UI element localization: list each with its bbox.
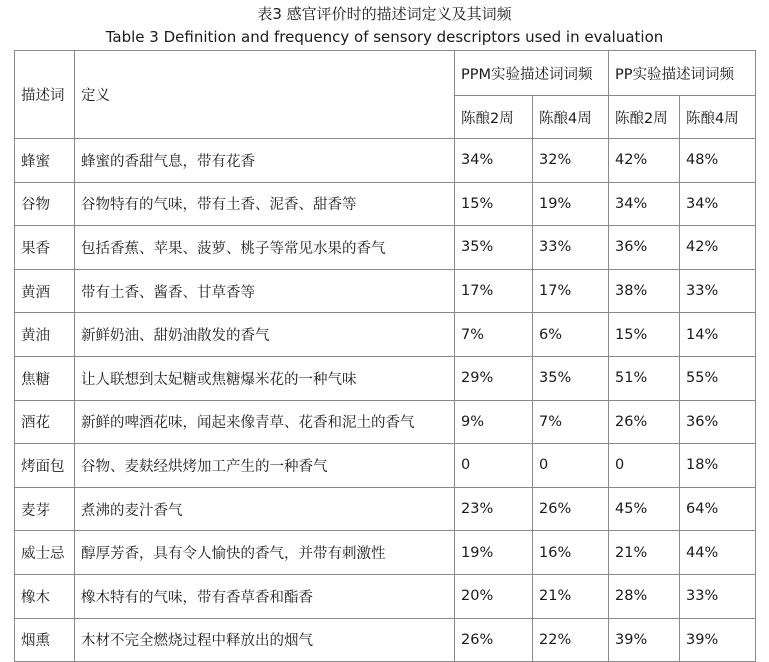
pp-4-weeks-value: 33% [680, 269, 756, 313]
table-row [15, 182, 756, 226]
table-row [15, 531, 756, 575]
pp-4-weeks-value: 33% [680, 574, 756, 618]
sensory-descriptor-table [14, 50, 756, 662]
table-row [15, 269, 756, 313]
table-row [15, 618, 756, 662]
ppm-4-weeks-value: 7% [533, 400, 609, 444]
definition-cell: 煮沸的麦汁香气 [75, 487, 455, 531]
table-row [15, 574, 756, 618]
descriptor-cell: 烤面包 [15, 444, 75, 488]
header-pp-2-weeks: 陈酿2周 [609, 96, 680, 139]
pp-2-weeks-value: 34% [609, 182, 680, 226]
definition-cell: 新鲜奶油、甜奶油散发的香气 [75, 313, 455, 357]
definition-cell: 橡木特有的气味，带有香草香和酯香 [75, 574, 455, 618]
ppm-2-weeks-value: 26% [455, 618, 533, 662]
pp-2-weeks-value: 15% [609, 313, 680, 357]
ppm-2-weeks-value: 19% [455, 531, 533, 575]
descriptor-cell: 酒花 [15, 400, 75, 444]
definition-cell: 谷物、麦麸经烘烤加工产生的一种香气 [75, 444, 455, 488]
ppm-4-weeks-value: 21% [533, 574, 609, 618]
table-row [15, 226, 756, 270]
table-row [15, 139, 756, 183]
ppm-4-weeks-value: 0 [533, 444, 609, 488]
descriptor-cell: 果香 [15, 226, 75, 270]
ppm-2-weeks-value: 17% [455, 269, 533, 313]
pp-2-weeks-value: 21% [609, 531, 680, 575]
definition-cell: 木材不完全燃烧过程中释放出的烟气 [75, 618, 455, 662]
header-ppm-4-weeks: 陈酿4周 [533, 96, 609, 139]
ppm-2-weeks-value: 7% [455, 313, 533, 357]
table-caption-cn: 表3 感官评价时的描述词定义及其词频 [257, 5, 512, 23]
ppm-4-weeks-value: 35% [533, 356, 609, 400]
pp-2-weeks-value: 38% [609, 269, 680, 313]
header-row-1 [15, 51, 756, 96]
pp-4-weeks-value: 36% [680, 400, 756, 444]
ppm-4-weeks-value: 33% [533, 226, 609, 270]
ppm-4-weeks-value: 22% [533, 618, 609, 662]
ppm-4-weeks-value: 32% [533, 139, 609, 183]
ppm-2-weeks-value: 20% [455, 574, 533, 618]
descriptor-cell: 黄油 [15, 313, 75, 357]
descriptor-cell: 焦糖 [15, 356, 75, 400]
definition-cell: 醇厚芳香，具有令人愉快的香气，并带有刺激性 [75, 531, 455, 575]
pp-2-weeks-value: 0 [609, 444, 680, 488]
table-caption-en: Table 3 Definition and frequency of sensory descriptors used in evaluation [105, 28, 664, 46]
pp-4-weeks-value: 14% [680, 313, 756, 357]
pp-2-weeks-value: 39% [609, 618, 680, 662]
descriptor-cell: 威士忌 [15, 531, 75, 575]
descriptor-cell: 橡木 [15, 574, 75, 618]
definition-cell: 谷物特有的气味，带有土香、泥香、甜香等 [75, 182, 455, 226]
pp-4-weeks-value: 48% [680, 139, 756, 183]
ppm-4-weeks-value: 16% [533, 531, 609, 575]
ppm-4-weeks-value: 17% [533, 269, 609, 313]
ppm-4-weeks-value: 26% [533, 487, 609, 531]
header-ppm-2-weeks: 陈酿2周 [455, 96, 533, 139]
definition-cell: 包括香蕉、苹果、菠萝、桃子等常见水果的香气 [75, 226, 455, 270]
descriptor-cell: 黄酒 [15, 269, 75, 313]
table-row [15, 356, 756, 400]
pp-4-weeks-value: 55% [680, 356, 756, 400]
header-ppm-frequency: PPM实验描述词词频 [455, 51, 609, 96]
ppm-2-weeks-value: 23% [455, 487, 533, 531]
table-body [15, 51, 756, 662]
pp-2-weeks-value: 51% [609, 356, 680, 400]
pp-4-weeks-value: 39% [680, 618, 756, 662]
header-pp-frequency: PP实验描述词词频 [609, 51, 756, 96]
pp-4-weeks-value: 44% [680, 531, 756, 575]
table-row [15, 313, 756, 357]
header-pp-4-weeks: 陈酿4周 [680, 96, 756, 139]
ppm-4-weeks-value: 19% [533, 182, 609, 226]
pp-2-weeks-value: 26% [609, 400, 680, 444]
definition-cell: 带有土香、酱香、甘草香等 [75, 269, 455, 313]
pp-4-weeks-value: 42% [680, 226, 756, 270]
table-row [15, 487, 756, 531]
pp-2-weeks-value: 45% [609, 487, 680, 531]
descriptor-cell: 谷物 [15, 182, 75, 226]
descriptor-cell: 麦芽 [15, 487, 75, 531]
pp-2-weeks-value: 28% [609, 574, 680, 618]
pp-4-weeks-value: 34% [680, 182, 756, 226]
table-row [15, 444, 756, 488]
ppm-2-weeks-value: 35% [455, 226, 533, 270]
table-row [15, 400, 756, 444]
definition-cell: 让人联想到太妃糖或焦糖爆米花的一种气味 [75, 356, 455, 400]
ppm-4-weeks-value: 6% [533, 313, 609, 357]
definition-cell: 蜂蜜的香甜气息，带有花香 [75, 139, 455, 183]
definition-cell: 新鲜的啤酒花味，闻起来像青草、花香和泥土的香气 [75, 400, 455, 444]
pp-2-weeks-value: 42% [609, 139, 680, 183]
ppm-2-weeks-value: 0 [455, 444, 533, 488]
header-definition: 定义 [75, 51, 455, 139]
pp-4-weeks-value: 18% [680, 444, 756, 488]
header-descriptor: 描述词 [15, 51, 75, 139]
descriptor-cell: 烟熏 [15, 618, 75, 662]
pp-2-weeks-value: 36% [609, 226, 680, 270]
descriptor-cell: 蜂蜜 [15, 139, 75, 183]
ppm-2-weeks-value: 9% [455, 400, 533, 444]
ppm-2-weeks-value: 15% [455, 182, 533, 226]
ppm-2-weeks-value: 34% [455, 139, 533, 183]
ppm-2-weeks-value: 29% [455, 356, 533, 400]
pp-4-weeks-value: 64% [680, 487, 756, 531]
